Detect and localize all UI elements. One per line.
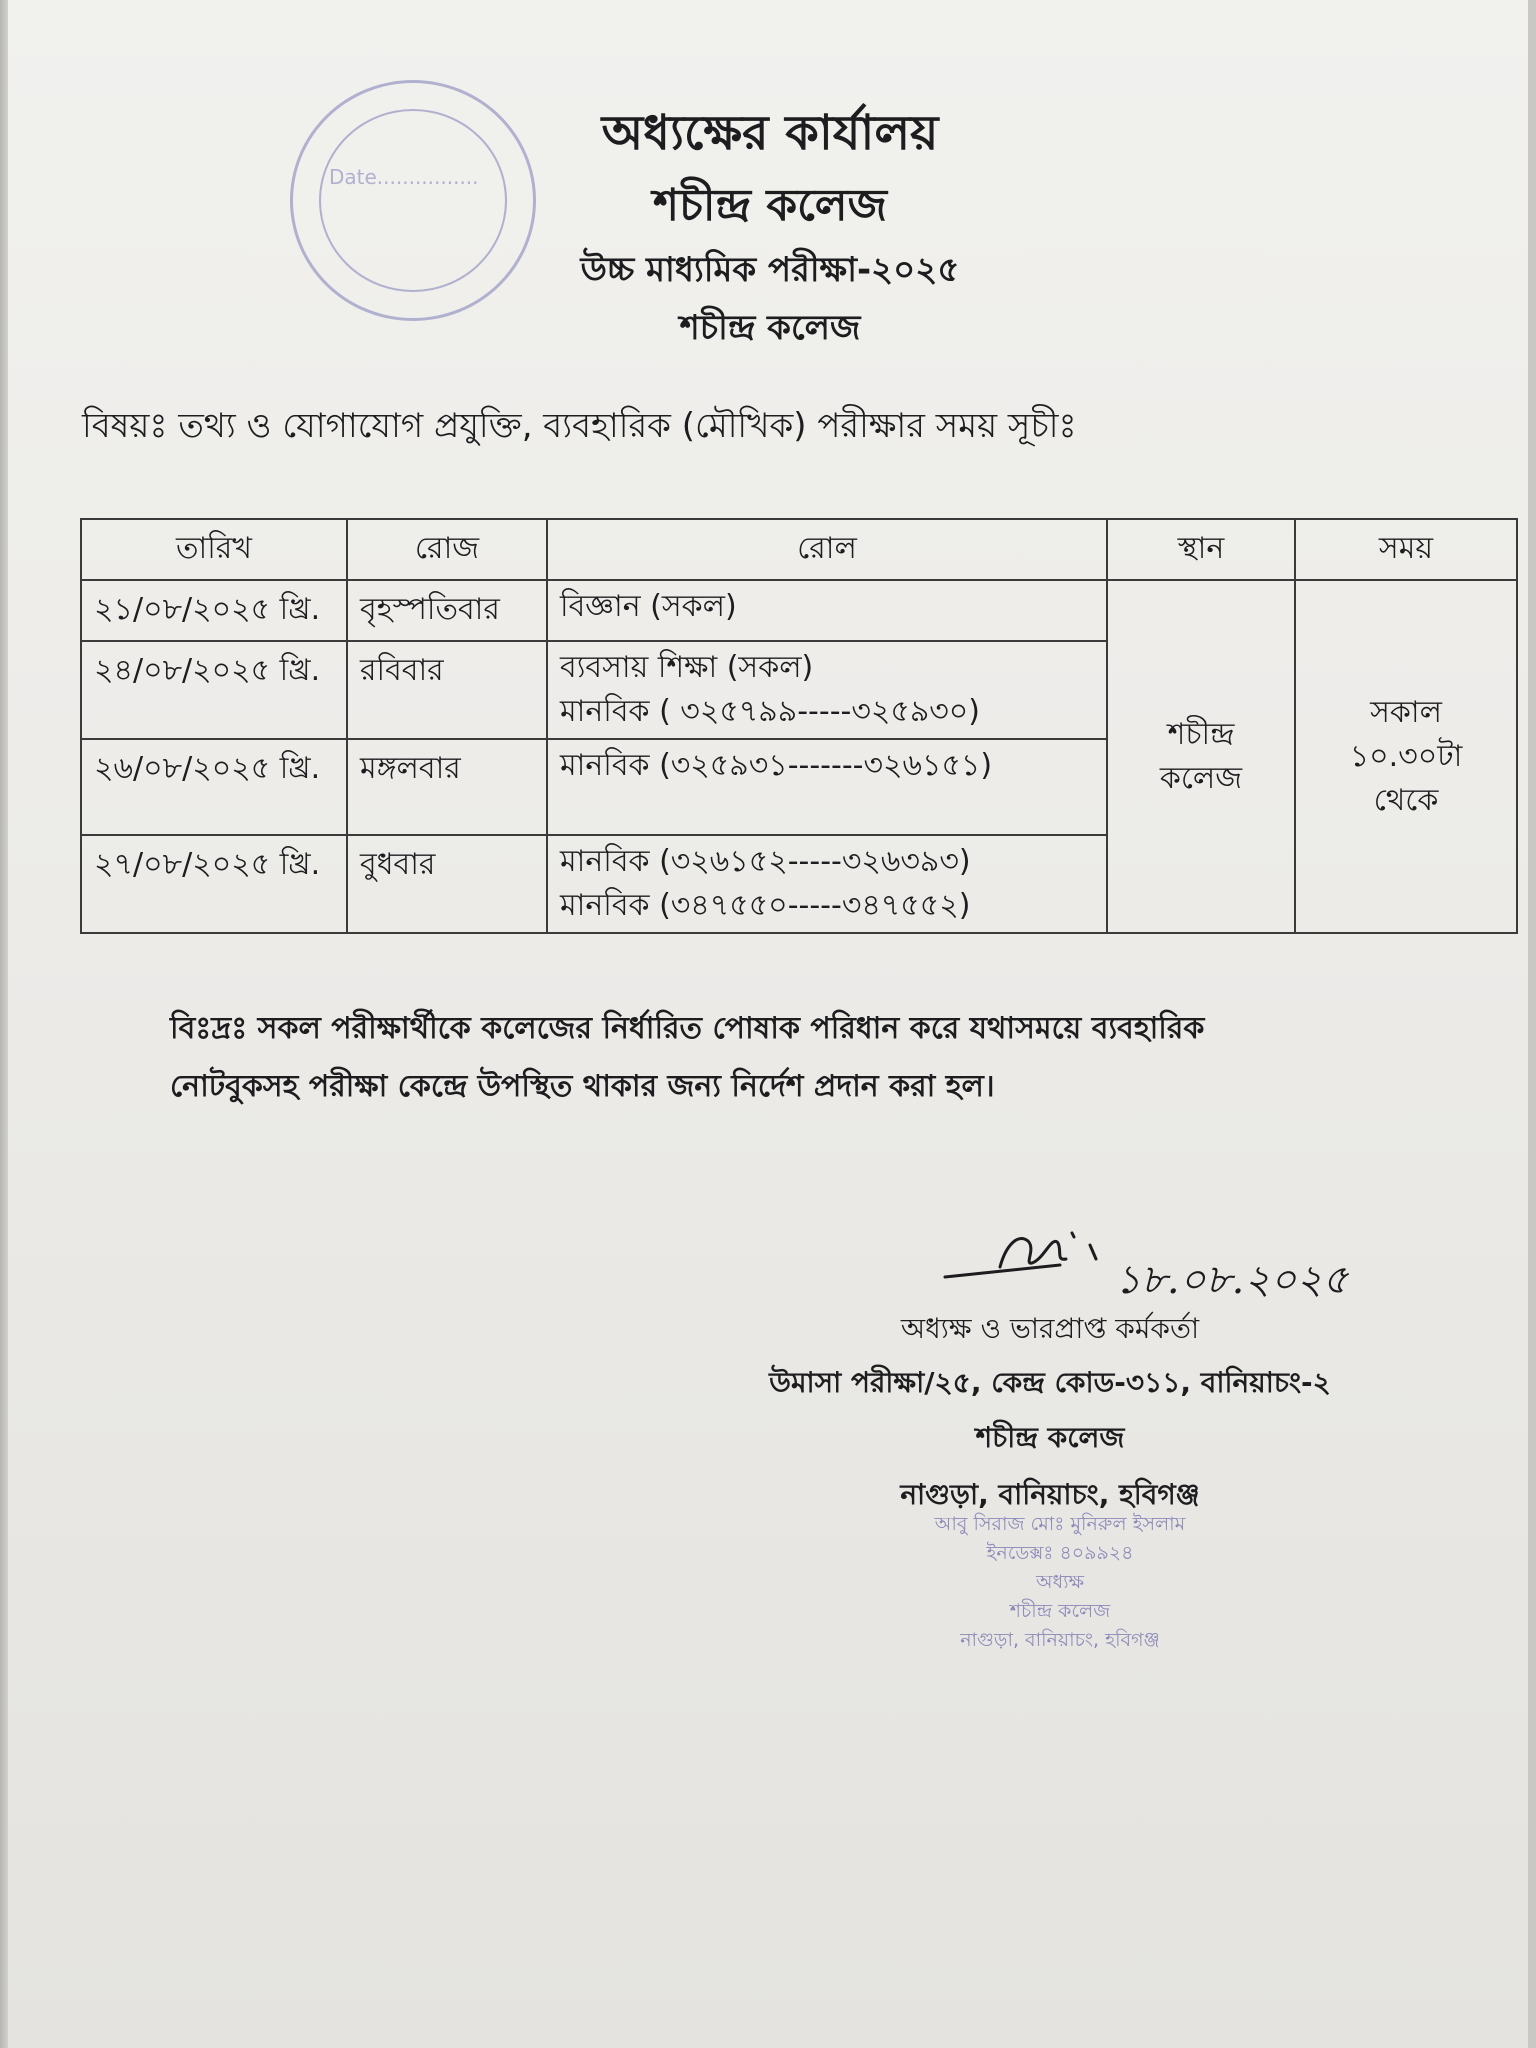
instruction-note bbox=[170, 1000, 1370, 1116]
roll-range: ব্যবসায় শিক্ষা (সকল) bbox=[560, 650, 814, 685]
cell-date: ২১/০৮/২০২৫ খ্রি. bbox=[81, 580, 347, 641]
header-day: রোজ bbox=[347, 519, 547, 580]
header-roll: রোল bbox=[547, 519, 1107, 580]
stamp-name: আবু সিরাজ মোঃ মুনিরুল ইসলাম bbox=[934, 1513, 1186, 1535]
stamp-address: নাগুড়া, বানিয়াচং, হবিগঞ্জ bbox=[960, 1629, 1160, 1651]
time-line: থেকে bbox=[1373, 782, 1439, 818]
header-date: তারিখ bbox=[81, 519, 347, 580]
signatory-address: নাগুড়া, বানিয়াচং, হবিগঞ্জ bbox=[900, 1478, 1200, 1511]
cell-day: মঙ্গলবার bbox=[347, 739, 547, 835]
cell-day: বুধবার bbox=[347, 835, 547, 933]
cell-day: রবিবার bbox=[347, 641, 547, 739]
cell-date: ২৪/০৮/২০২৫ খ্রি. bbox=[81, 641, 347, 739]
header-time: সময় bbox=[1295, 519, 1517, 580]
signatory-block bbox=[700, 1302, 1400, 1524]
stamp-designation: অধ্যক্ষ bbox=[1035, 1571, 1084, 1593]
cell-date: ২৭/০৮/২০২৫ খ্রি. bbox=[81, 835, 347, 933]
roll-range: বিজ্ঞান (সকল) bbox=[560, 589, 737, 624]
note-line: বিঃদ্রঃ সকল পরীক্ষার্থীকে কলেজের নির্ধারিত পোষাক পরিধান করে যথাসময়ে ব্যবহারিক bbox=[170, 1011, 1205, 1046]
seal-date-label: Date................ bbox=[329, 165, 479, 189]
document-header bbox=[420, 95, 1120, 357]
signature-date: ১৮.০৮.২০২৫ bbox=[1115, 1257, 1349, 1303]
cell-roll bbox=[547, 739, 1107, 835]
roll-range: মানবিক ( ৩২৫৭৯৯-----৩২৫৯৩০) bbox=[560, 694, 981, 729]
stamp-college: শচীন্দ্র কলেজ bbox=[1009, 1600, 1111, 1622]
college-title: শচীন্দ্র কলেজ bbox=[653, 180, 887, 231]
roll-range: মানবিক (৩২৫৯৩১-------৩২৬১৫১) bbox=[560, 748, 993, 783]
cell-roll bbox=[547, 835, 1107, 933]
signatory-title: অধ্যক্ষ ও ভারপ্রাপ্ত কর্মকর্তা bbox=[900, 1312, 1200, 1345]
signatory-college: শচীন্দ্র কলেজ bbox=[975, 1421, 1125, 1454]
roll-range: মানবিক (৩২৬১৫২-----৩২৬৩৯৩) bbox=[560, 844, 971, 879]
table-row bbox=[81, 580, 1517, 641]
time-line: সকাল bbox=[1370, 694, 1442, 730]
office-title: অধ্যক্ষের কার্যালয় bbox=[601, 105, 939, 161]
header-venue: স্থান bbox=[1107, 519, 1295, 580]
cell-date: ২৬/০৮/২০২৫ খ্রি. bbox=[81, 739, 347, 835]
exam-center-code: উমাসা পরীক্ষা/২৫, কেন্দ্র কোড-৩১১, বানিয়াচং-২ bbox=[769, 1366, 1331, 1399]
cell-day: বৃহস্পতিবার bbox=[347, 580, 547, 641]
exam-title: উচ্চ মাধ্যমিক পরীক্ষা-২০২৫ bbox=[580, 250, 960, 290]
cell-time bbox=[1295, 580, 1517, 933]
handwritten-signature bbox=[940, 1215, 1140, 1295]
roll-range: মানবিক (৩৪৭৫৫০-----৩৪৭৫৫২) bbox=[560, 888, 971, 923]
table-header-row bbox=[81, 519, 1517, 580]
time-line: ১০.৩০টা bbox=[1349, 738, 1463, 774]
note-line: নোটবুকসহ পরীক্ষা কেন্দ্রে উপস্থিত থাকার জন্য নির্দেশ প্রদান করা হল। bbox=[170, 1069, 995, 1104]
subject-line: বিষয়ঃ তথ্য ও যোগাযোগ প্রযুক্তি, ব্যবহারিক (মৌখিক) পরীক্ষার সময় সূচীঃ bbox=[82, 406, 1077, 446]
venue-line: কলেজ bbox=[1159, 760, 1243, 796]
cell-roll bbox=[547, 580, 1107, 641]
cell-roll bbox=[547, 641, 1107, 739]
principal-stamp bbox=[830, 1510, 1290, 1655]
venue-line: শচীন্দ্র bbox=[1167, 716, 1235, 752]
stamp-index: ইনডেক্সঃ ৪০৯৯২৪ bbox=[986, 1542, 1134, 1564]
college-subtitle: শচীন্দ্র কলেজ bbox=[679, 308, 861, 348]
schedule-table bbox=[80, 518, 1518, 934]
cell-venue bbox=[1107, 580, 1295, 933]
